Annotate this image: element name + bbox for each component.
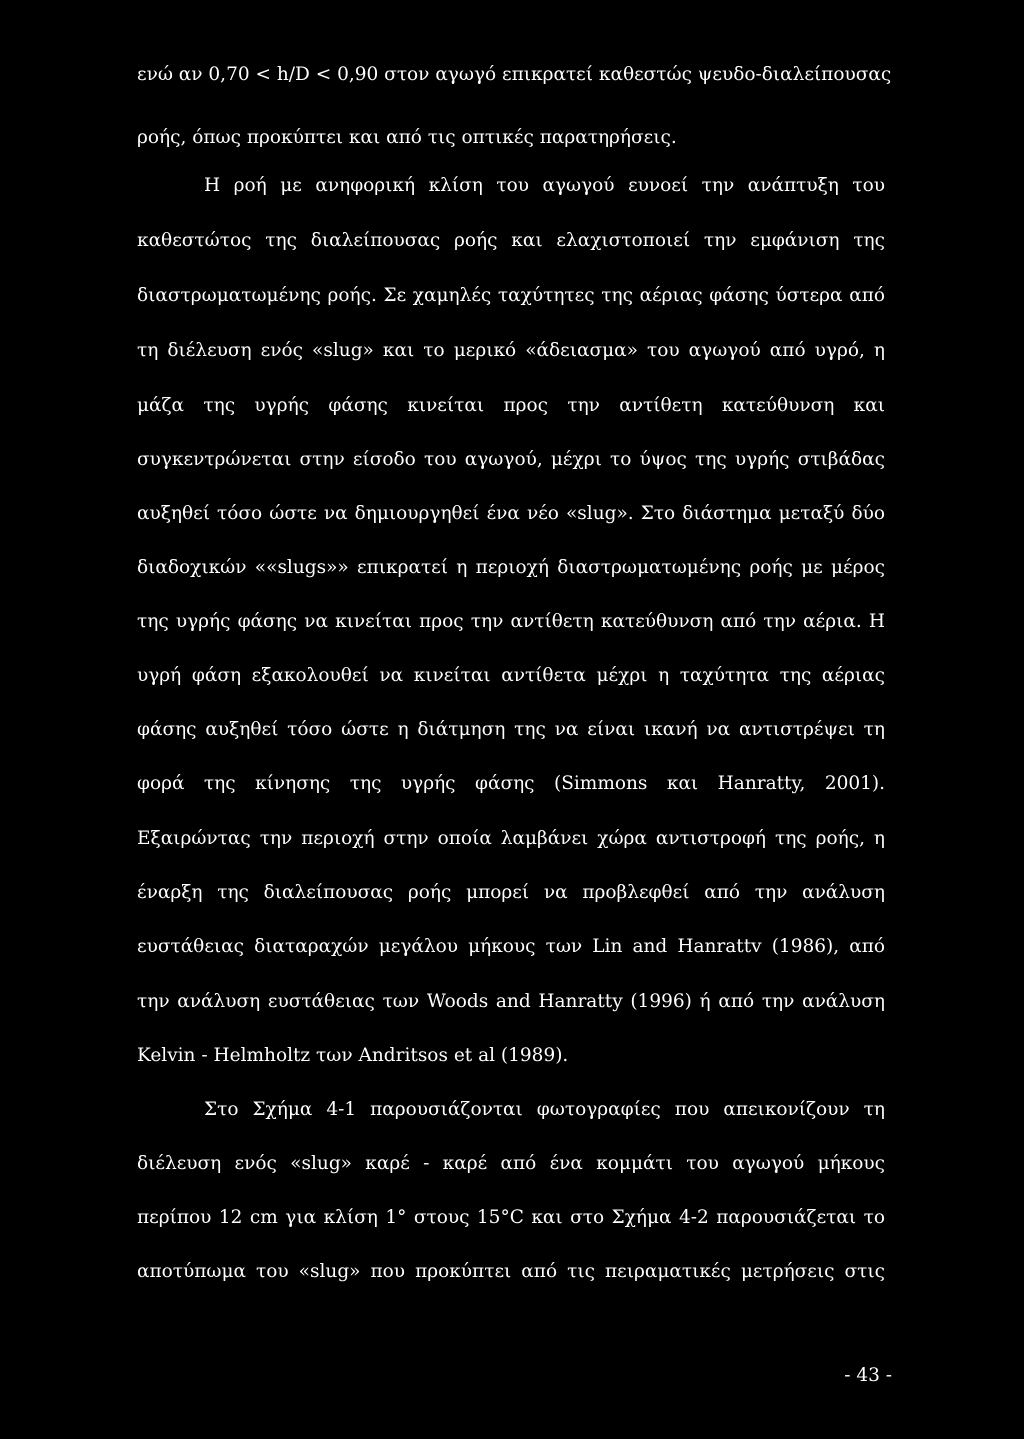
text-line-2: ροής, όπως προκύπτει και από τις οπτικές παρατηρήσεις. bbox=[137, 127, 677, 148]
text-line-17: ευστάθειας διαταραχών μεγάλου μήκους των Lin and Hanrattv (1986), από bbox=[137, 936, 885, 957]
text-line-23: αποτύπωμα του «slug» που προκύπτει από τις πειραματικές μετρήσεις στις bbox=[137, 1261, 885, 1282]
text-line-6: τη διέλευση ενός «slug» και το μερικό «άδειασμα» του αγωγού από υγρό, η bbox=[137, 340, 885, 361]
text-line-16: έναρξη της διαλείπουσας ροής μπορεί να προβλεφθεί από την ανάλυση bbox=[137, 882, 885, 903]
text-line-14: φορά της κίνησης της υγρής φάσης (Simmons και Hanratty, 2001). bbox=[137, 773, 885, 794]
text-line-21: διέλευση ενός «slug» καρέ - καρέ από ένα κομμάτι του αγωγού μήκους bbox=[137, 1153, 885, 1174]
text-line-11: της υγρής φάσης να κινείται προς την αντίθετη κατεύθυνση από την αέρια. Η bbox=[137, 611, 885, 632]
text-line-7: μάζα της υγρής φάσης κινείται προς την αντίθετη κατεύθυνση και bbox=[137, 395, 885, 416]
text-line-15: Εξαιρώντας την περιοχή στην οποία λαμβάνει χώρα αντιστροφή της ροής, η bbox=[137, 828, 885, 849]
text-line-9: αυξηθεί τόσο ώστε να δημιουργηθεί ένα νέο «slug». Στο διάστημα μεταξύ δύο bbox=[137, 503, 885, 524]
text-line-8: συγκεντρώνεται στην είσοδο του αγωγού, μέχρι το ύψος της υγρής στιβάδας bbox=[137, 449, 885, 470]
text-line-22: περίπου 12 cm για κλίση 1° στους 15°C και στο Σχήμα 4-2 παρουσιάζεται το bbox=[137, 1207, 885, 1228]
text-line-19: Kelvin - Helmholtz των Andritsos et al (1989). bbox=[137, 1045, 569, 1066]
text-line-10: διαδοχικών ««slugs»» επικρατεί η περιοχή διαστρωματωμένης ροής με μέρος bbox=[137, 557, 885, 578]
text-line-12: υγρή φάση εξακολουθεί να κινείται αντίθετα μέχρι η ταχύτητα της αέριας bbox=[137, 665, 885, 686]
text-line-5: διαστρωματωμένης ροής. Σε χαμηλές ταχύτητες της αέριας φάσης ύστερα από bbox=[137, 285, 885, 306]
text-line-4: καθεστώτος της διαλείπουσας ροής και ελαχιστοποιεί την εμφάνιση της bbox=[137, 230, 885, 251]
text-line-18: την ανάλυση ευστάθειας των Woods and Hanratty (1996) ή από την ανάλυση bbox=[137, 991, 885, 1012]
page-number: - 43 - bbox=[844, 1365, 892, 1386]
text-line-13: φάσης αυξηθεί τόσο ώστε η διάτμηση της να είναι ικανή να αντιστρέψει τη bbox=[137, 719, 885, 740]
text-line-1: ενώ αν 0,70 < h/D < 0,90 στον αγωγό επικρατεί καθεστώς ψευδο-διαλείπουσας bbox=[137, 64, 892, 85]
text-line-3: Η ροή με ανηφορική κλίση του αγωγού ευνοεί την ανάπτυξη του bbox=[204, 175, 885, 196]
text-line-20: Στο Σχήμα 4-1 παρουσιάζονται φωτογραφίες που απεικονίζουν τη bbox=[204, 1099, 885, 1120]
